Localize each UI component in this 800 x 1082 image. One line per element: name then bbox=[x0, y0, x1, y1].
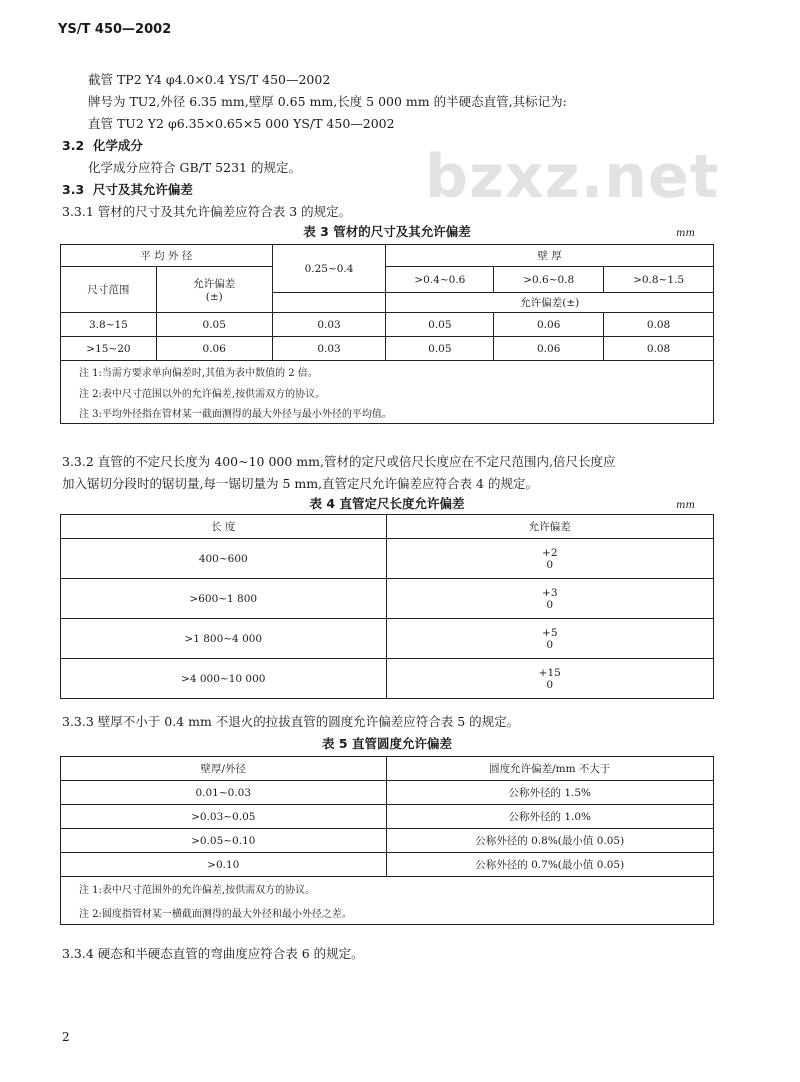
tolerance-lower: 0 bbox=[546, 598, 554, 611]
clause-3-3-3: 3.3.3 壁厚不小于 0.4 mm 不退火的拉拔直管的圆度允许偏差应符合表 5 的规定。 bbox=[62, 714, 520, 729]
table-note: 注 1:当需方要求单向偏差时,其值为表中数值的 2 倍。 bbox=[61, 361, 714, 382]
section-title: 尺寸及其允许偏差 bbox=[92, 182, 193, 197]
cell-tolerance: 公称外径的 0.8%(最小值 0.05) bbox=[386, 829, 713, 853]
cell-wall-2: 0.05 bbox=[386, 313, 494, 337]
table-4-unit: mm bbox=[676, 500, 695, 511]
cell-ratio: >0.05~0.10 bbox=[61, 829, 387, 853]
table-row bbox=[61, 539, 714, 579]
header-wall-2: >0.4~0.6 bbox=[386, 267, 494, 293]
table-row bbox=[61, 313, 714, 337]
header-wall-1: 0.25~0.4 bbox=[272, 245, 386, 293]
header-tolerance-label: 允许偏差 bbox=[193, 278, 236, 290]
table-note: 注 3:平均外径指在管材某一截面测得的最大外径与最小外径的平均值。 bbox=[61, 403, 714, 424]
cell-tolerance: 公称外径的 1.5% bbox=[386, 781, 713, 805]
cell-tolerance: 0.06 bbox=[156, 337, 272, 361]
header-tolerance bbox=[156, 267, 272, 313]
page-number: 2 bbox=[62, 1030, 70, 1044]
table-4-caption: 表 4 直管定尺长度允许偏差 bbox=[309, 496, 465, 511]
cell-tolerance: 公称外径的 0.7%(最小值 0.05) bbox=[386, 853, 713, 877]
table-3-caption: 表 3 管材的尺寸及其允许偏差 bbox=[303, 224, 471, 239]
standard-header: YS/T 450—2002 bbox=[58, 22, 172, 37]
header-wall-od-ratio: 壁厚/外径 bbox=[61, 757, 387, 781]
table-row bbox=[61, 805, 714, 829]
section-3-2-heading bbox=[62, 136, 143, 154]
cell-tolerance: 公称外径的 1.0% bbox=[386, 805, 713, 829]
clause-3-3-4: 3.3.4 硬态和半硬态直管的弯曲度应符合表 6 的规定。 bbox=[62, 946, 364, 961]
header-average-od: 平 均 外 径 bbox=[61, 245, 273, 267]
cell-tolerance bbox=[386, 619, 713, 659]
cell-length: >1 800~4 000 bbox=[61, 619, 387, 659]
tolerance-lower: 0 bbox=[546, 638, 554, 651]
clause-3-3-1: 3.3.1 管材的尺寸及其允许偏差应符合表 3 的规定。 bbox=[62, 204, 352, 219]
tolerance-upper: +2 bbox=[542, 546, 558, 559]
header-wall-blank bbox=[272, 293, 386, 313]
table-3 bbox=[60, 244, 714, 424]
section-number: 3.3 bbox=[62, 182, 85, 197]
table-5 bbox=[60, 756, 714, 925]
table-row bbox=[61, 659, 714, 699]
header-tolerance-sign: (±) bbox=[205, 291, 223, 303]
tolerance-lower: 0 bbox=[546, 678, 554, 691]
table-5-caption: 表 5 直管圆度允许偏差 bbox=[322, 736, 452, 751]
table-row bbox=[61, 781, 714, 805]
intro-line-3: 直管 TU2 Y2 φ6.35×0.65×5 000 YS/T 450—2002 bbox=[88, 116, 395, 131]
cell-wall-2: 0.05 bbox=[386, 337, 494, 361]
cell-range: >15~20 bbox=[61, 337, 157, 361]
clause-3-3-2-line-2: 加入锯切分段时的锯切量,每一锯切量为 5 mm,直管定尺允许偏差应符合表 4 的规定。 bbox=[62, 476, 538, 491]
intro-line-1: 截管 TP2 Y4 φ4.0×0.4 YS/T 450—2002 bbox=[88, 72, 331, 87]
cell-tolerance bbox=[386, 539, 713, 579]
header-tolerance: 允许偏差 bbox=[386, 515, 713, 539]
cell-ratio: 0.01~0.03 bbox=[61, 781, 387, 805]
table-3-unit: mm bbox=[676, 228, 695, 239]
watermark: bzxz.net bbox=[425, 142, 720, 212]
cell-tolerance bbox=[386, 659, 713, 699]
section-number: 3.2 bbox=[62, 138, 85, 153]
table-4 bbox=[60, 514, 714, 699]
section-3-2-text: 化学成分应符合 GB/T 5231 的规定。 bbox=[88, 160, 301, 175]
table-note: 注 2:圆度指管材某一横截面测得的最大外径和最小外径之差。 bbox=[61, 901, 714, 925]
intro-line-2: 牌号为 TU2,外径 6.35 mm,壁厚 0.65 mm,长度 5 000 mm 的半硬态直管,其标记为: bbox=[88, 94, 567, 109]
cell-length: >4 000~10 000 bbox=[61, 659, 387, 699]
cell-tolerance bbox=[386, 579, 713, 619]
cell-ratio: >0.10 bbox=[61, 853, 387, 877]
cell-wall-3: 0.06 bbox=[494, 313, 604, 337]
cell-range: 3.8~15 bbox=[61, 313, 157, 337]
header-size-range: 尺寸范围 bbox=[61, 267, 157, 313]
header-wall-4: >0.8~1.5 bbox=[604, 267, 714, 293]
header-roundness-tolerance: 圆度允许偏差/mm 不大于 bbox=[386, 757, 713, 781]
header-wall: 壁 厚 bbox=[386, 245, 714, 267]
cell-ratio: >0.03~0.05 bbox=[61, 805, 387, 829]
table-row bbox=[61, 579, 714, 619]
table-row bbox=[61, 829, 714, 853]
cell-length: 400~600 bbox=[61, 539, 387, 579]
cell-wall-4: 0.08 bbox=[604, 313, 714, 337]
tolerance-upper: +3 bbox=[542, 586, 558, 599]
cell-tolerance: 0.05 bbox=[156, 313, 272, 337]
cell-wall-1: 0.03 bbox=[272, 313, 386, 337]
cell-length: >600~1 800 bbox=[61, 579, 387, 619]
cell-wall-3: 0.06 bbox=[494, 337, 604, 361]
tolerance-upper: +15 bbox=[538, 666, 561, 679]
table-note: 注 1:表中尺寸范围外的允许偏差,按供需双方的协议。 bbox=[61, 877, 714, 901]
cell-wall-4: 0.08 bbox=[604, 337, 714, 361]
header-wall-3: >0.6~0.8 bbox=[494, 267, 604, 293]
table-note: 注 2:表中尺寸范围以外的允许偏差,按供需双方的协议。 bbox=[61, 382, 714, 403]
clause-3-3-2-line-1: 3.3.2 直管的不定尺长度为 400~10 000 mm,管材的定尺或倍尺长度应在不定尺范围内,倍尺长度应 bbox=[62, 454, 616, 469]
table-row bbox=[61, 337, 714, 361]
header-length: 长 度 bbox=[61, 515, 387, 539]
table-row bbox=[61, 619, 714, 659]
table-row bbox=[61, 853, 714, 877]
section-title: 化学成分 bbox=[92, 138, 143, 153]
tolerance-lower: 0 bbox=[546, 558, 554, 571]
cell-wall-1: 0.03 bbox=[272, 337, 386, 361]
tolerance-upper: +5 bbox=[542, 626, 558, 639]
header-wall-tolerance: 允许偏差(±) bbox=[386, 293, 714, 313]
section-3-3-heading bbox=[62, 180, 193, 198]
